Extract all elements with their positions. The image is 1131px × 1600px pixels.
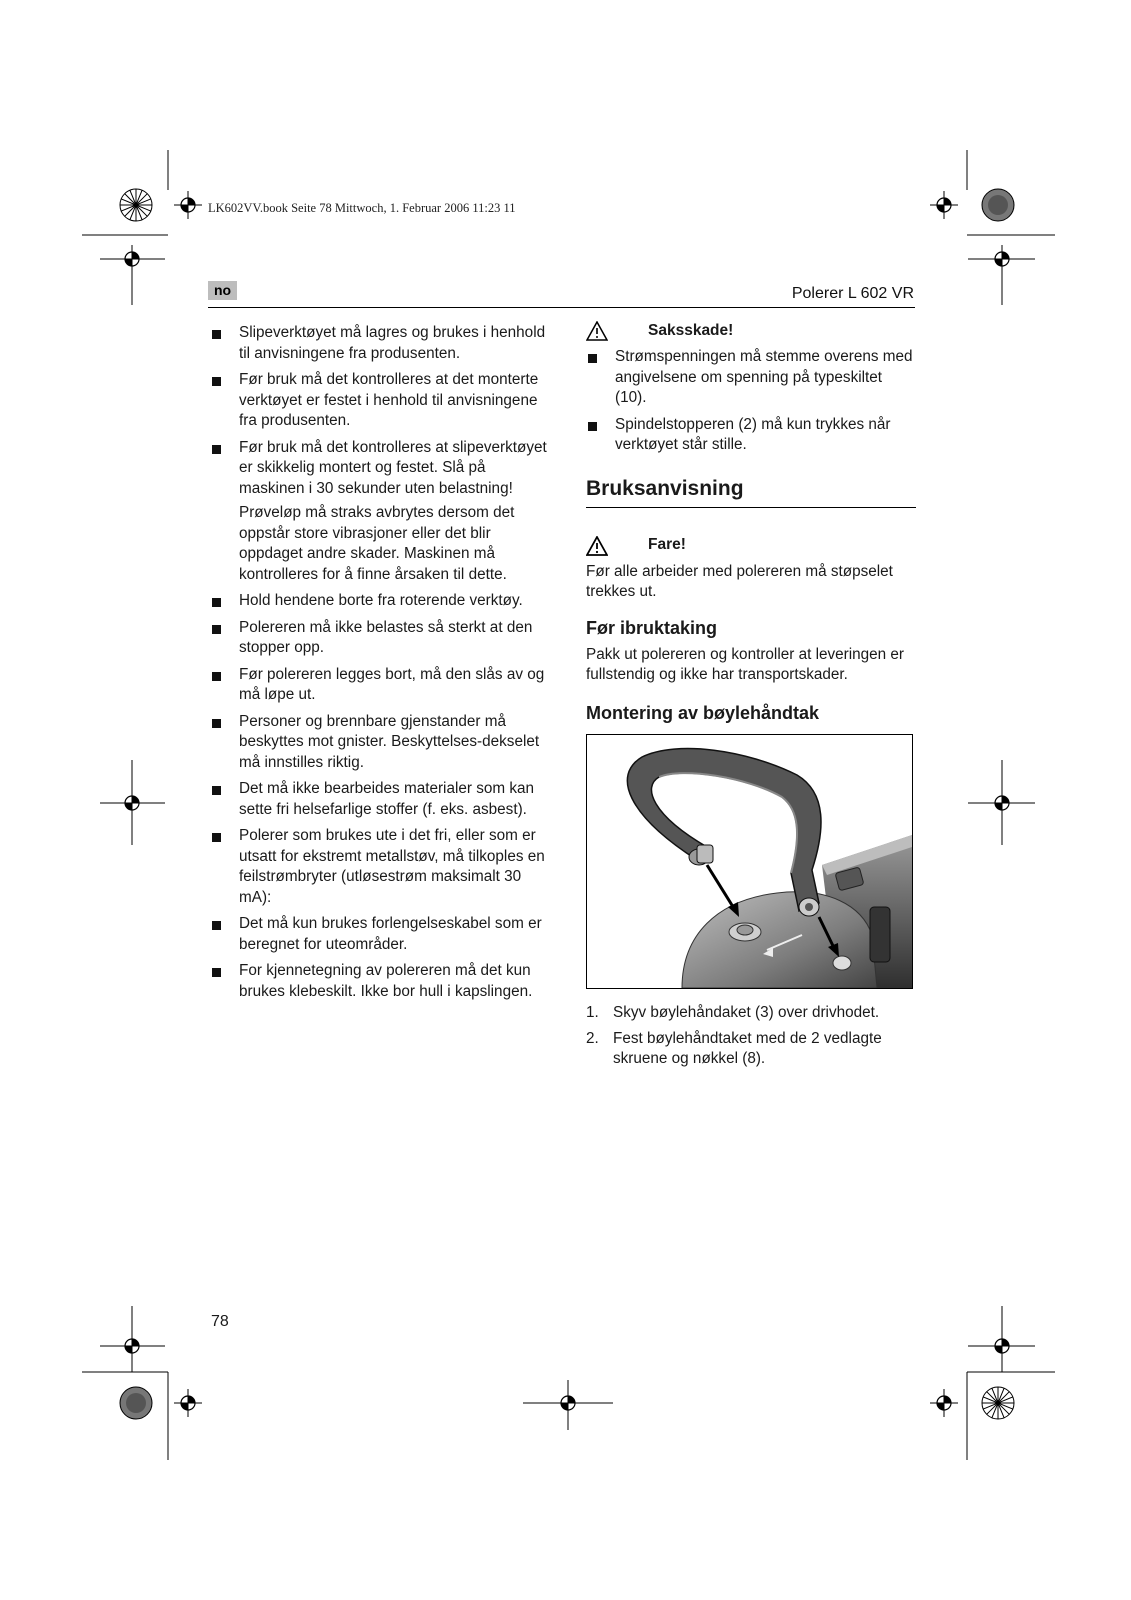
list-item: Før bruk må det kontrolleres at slipeverktøyet er skikkelig montert og festet. Slå på maskinen i 30 sekunder uten belastning! bbox=[208, 438, 550, 500]
warning-triangle-icon bbox=[586, 321, 608, 341]
safety-list-continued bbox=[208, 591, 550, 1002]
list-item: Spindelstopperen (2) må kun trykkes når verktøyet står stille. bbox=[584, 415, 916, 456]
list-item: Det må kun brukes forlengelseskabel som er beregnet for uteområder. bbox=[208, 914, 550, 955]
danger-title: Fare! bbox=[648, 536, 686, 554]
list-item: Polereren må ikke belastes så sterkt at den stopper opp. bbox=[208, 618, 550, 659]
left-column bbox=[208, 323, 550, 1008]
handle-mounting-illustration bbox=[586, 734, 913, 989]
header-rule bbox=[208, 307, 915, 308]
caution-list bbox=[584, 347, 916, 456]
danger-text: Før alle arbeider med polereren må støpselet trekkes ut. bbox=[586, 562, 893, 600]
list-item bbox=[586, 1003, 916, 1024]
danger-header bbox=[586, 534, 916, 558]
section-title: Bruksanvisning bbox=[586, 476, 916, 508]
list-item: Før bruk må det kontrolleres at det monterte verktøyet er festet i henhold til anvisningene fra produsenten. bbox=[208, 370, 550, 432]
mounting-steps bbox=[586, 1003, 916, 1070]
step-number: 2. bbox=[586, 1029, 599, 1047]
list-item: Polerer som brukes ute i det fri, eller som er utsatt for ekstremt metallstøv, må tilkoples en feilstrømbryter (utløsestrøm maksimalt 30 mA): bbox=[208, 826, 550, 908]
prep-text: Pakk ut polereren og kontroller at leveringen er fullstendig og ikke har transportskader. bbox=[586, 645, 905, 683]
danger-triangle-icon bbox=[586, 536, 608, 556]
list-item: Før polereren legges bort, må den slås av og må løpe ut. bbox=[208, 665, 550, 706]
list-item: Strømspenningen må stemme overens med angivelsene om spenning på typeskiltet (10). bbox=[584, 347, 916, 409]
document-title: Polerer L 602 VR bbox=[791, 285, 914, 302]
caution-title: Saksskade! bbox=[648, 321, 734, 339]
page-number: 78 bbox=[211, 1313, 229, 1330]
safety-list bbox=[208, 323, 550, 499]
step-text: Fest bøylehåndtaket med de 2 vedlagte skruene og nøkkel (8). bbox=[613, 1029, 882, 1067]
list-item: Personer og brennbare gjenstander må beskyttes mot gnister. Beskyttelses-dekselet må innstilles riktig. bbox=[208, 712, 550, 774]
subsection-title: Montering av bøylehåndtak bbox=[586, 702, 820, 723]
language-tag: no bbox=[208, 281, 237, 300]
right-column bbox=[586, 319, 916, 1075]
subsection-title: Før ibruktaking bbox=[586, 617, 718, 638]
list-item bbox=[586, 1029, 916, 1070]
caution-header bbox=[586, 319, 916, 343]
list-item: Det må ikke bearbeides materialer som kan sette fri helsefarlige stoffer (f. eks. asbest). bbox=[208, 779, 550, 820]
list-item: Slipeverktøyet må lagres og brukes i henhold til anvisningene fra produsenten. bbox=[208, 323, 550, 364]
test-run-note: Prøveløp må straks avbrytes dersom det oppstår store vibrasjoner eller det blir oppdaget andre skader. Maskinen må kontrolleres for å finne årsaken til dette. bbox=[239, 504, 515, 583]
step-number: 1. bbox=[586, 1004, 599, 1021]
list-item: For kjennetegning av polereren må det kun brukes klebeskilt. Ikke bor hull i kapslingen. bbox=[208, 961, 550, 1002]
file-info: LK602VV.book Seite 78 Mittwoch, 1. Februar 2006 11:23 11 bbox=[208, 201, 516, 215]
step-text: Skyv bøylehåndaket (3) over drivhodet. bbox=[613, 1004, 880, 1021]
list-item: Hold hendene borte fra roterende verktøy. bbox=[208, 591, 550, 612]
